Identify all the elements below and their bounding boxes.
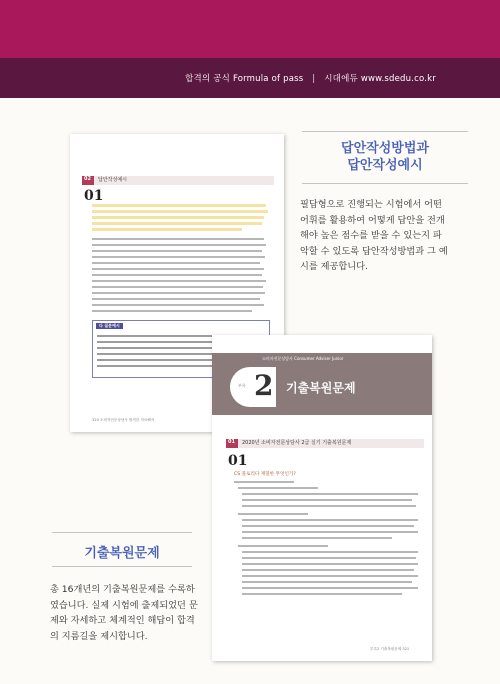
title-rule-bottom	[302, 183, 468, 184]
section-label: 01	[228, 439, 235, 445]
section-title: 답안작성예시	[98, 177, 127, 183]
text-line	[234, 481, 294, 483]
page-footer: 320 소비자전문상담사 합격한 자료해석	[92, 418, 155, 422]
chapter-banner	[212, 353, 432, 415]
text-line	[242, 563, 418, 565]
header-url[interactable]: www.sdedu.co.kr	[360, 74, 436, 84]
text-line	[92, 310, 252, 312]
text-line	[92, 238, 264, 240]
text-line	[92, 268, 264, 270]
text-line	[242, 557, 416, 559]
text-line	[92, 304, 264, 306]
text-line	[242, 525, 414, 527]
text-line	[242, 537, 392, 539]
right-section-title	[300, 140, 470, 174]
text-line	[92, 298, 260, 300]
text-line	[92, 286, 263, 288]
text-line	[242, 569, 414, 571]
answer-highlight-line	[92, 222, 262, 225]
header-brand-en: Formula of pass	[232, 74, 304, 84]
header-separator: |	[312, 74, 316, 84]
box-text-line	[97, 365, 217, 367]
left-title-rule-top	[52, 532, 192, 533]
text-line	[92, 292, 265, 294]
text-line	[238, 513, 308, 515]
text-line	[92, 262, 260, 264]
text-line	[92, 250, 262, 252]
text-line	[92, 280, 266, 282]
page-footer: 부록2 기출복원문제 321	[370, 647, 410, 651]
answer-highlight-line	[92, 228, 242, 231]
chapter-title: 기출복원문제	[286, 381, 356, 395]
header-text	[185, 72, 436, 84]
text-line	[242, 587, 418, 589]
top-color-band	[0, 0, 500, 58]
box-label: 다 질문예시	[96, 323, 123, 329]
answer-highlight-line	[92, 216, 264, 219]
text-line	[242, 531, 418, 533]
sample-page-past-exam	[212, 335, 432, 661]
text-line	[242, 575, 418, 577]
chapter-subtitle: 소비자전문상담사 Consumer Adviser Junior	[262, 356, 344, 361]
text-line	[238, 487, 318, 489]
text-line	[242, 593, 402, 595]
question-text: CS 플로리다 재밀한 무엇인가?	[234, 472, 296, 477]
text-line	[92, 256, 265, 258]
chapter-small-label: 부록	[238, 383, 246, 388]
chapter-number: 2	[254, 369, 274, 402]
right-title-line2: 답안작성예시	[347, 158, 423, 173]
text-line	[238, 545, 328, 547]
text-line	[242, 493, 418, 495]
answer-highlight-line	[92, 210, 268, 213]
text-line	[242, 505, 416, 507]
text-line	[92, 244, 266, 246]
header-brand: 합격의 공식	[185, 74, 231, 84]
right-section-paragraph: 필답형으로 진행되는 시험에서 어떤 어휘를 활용하여 어떻게 답안을 전개 해야 높은 점수를 받을 수 있는지 파 악할 수 있도록 답안작성방법과 그 예 시를 제공합니다.	[300, 199, 448, 273]
text-line	[242, 551, 418, 553]
section-title: 2020년 소비자전문상담사 2급 실기 기출복원문제	[242, 440, 352, 446]
section-header	[82, 176, 274, 185]
left-title-rule-bottom	[52, 566, 192, 567]
header-company: 시대에듀	[324, 74, 358, 84]
chapter-number-tab	[230, 367, 276, 407]
left-section-paragraph: 총 16개년의 기출복원문제를 수록하 였습니다. 실제 시험에 출제되었던 문 제와 자세하고 체계적인 해답이 합격 의 지름길을 제시합니다.	[50, 584, 198, 642]
section-header	[226, 439, 424, 448]
left-section-title: 기출복원문제	[84, 546, 160, 561]
question-number: 01	[84, 188, 104, 204]
question-number: 01	[228, 453, 248, 469]
text-line	[242, 499, 412, 501]
section-label: 02	[84, 176, 91, 182]
text-line	[242, 581, 412, 583]
title-rule-top	[302, 131, 468, 132]
right-title-line1: 답안작성방법과	[341, 141, 429, 156]
header-bar	[0, 58, 500, 98]
answer-highlight-line	[92, 204, 266, 207]
text-line	[242, 519, 418, 521]
text-line	[92, 274, 262, 276]
